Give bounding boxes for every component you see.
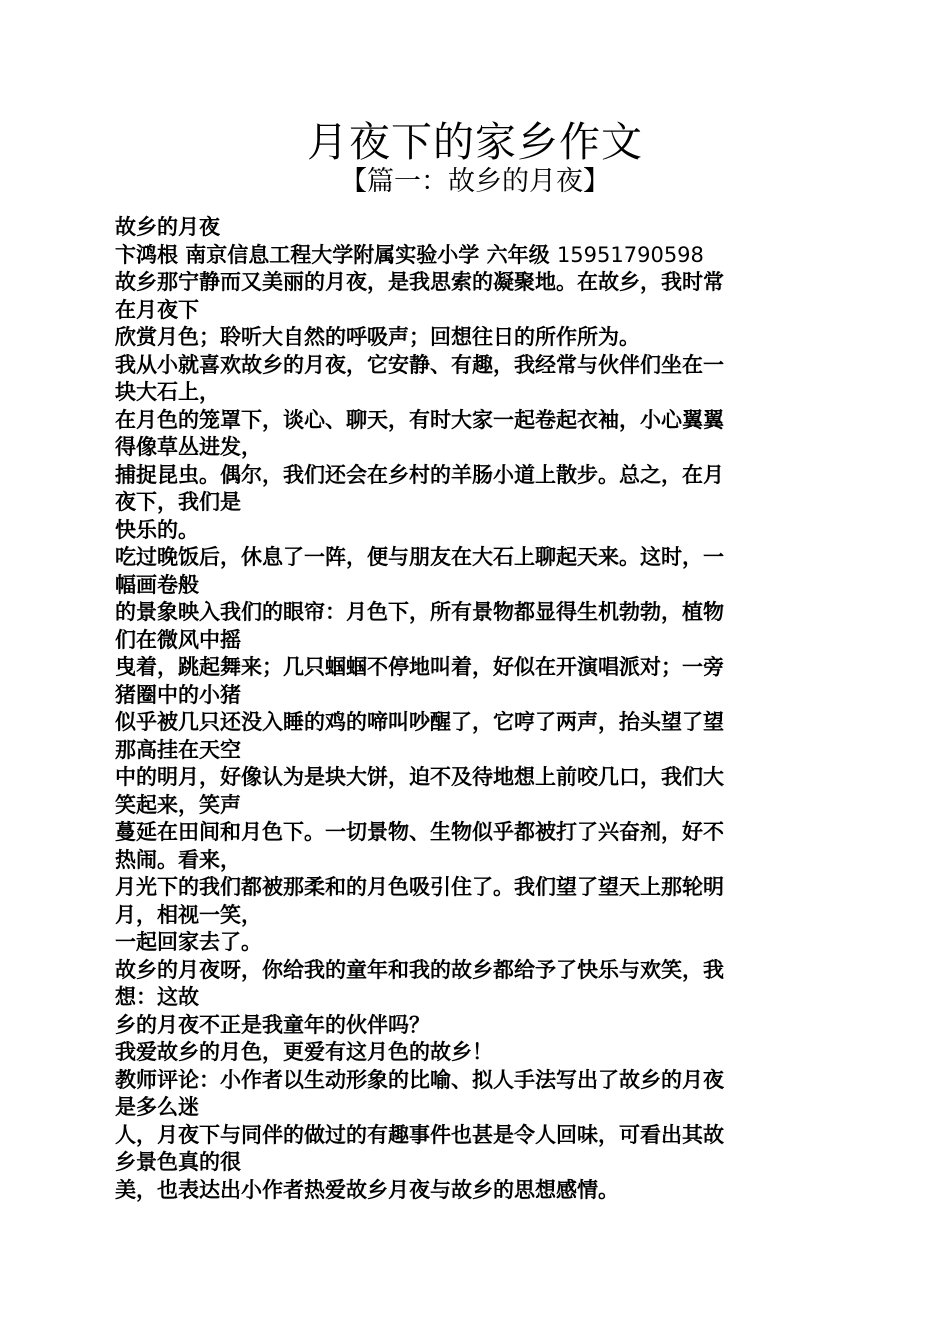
essay-body (115, 214, 830, 1204)
text-line: 笑起来，笑声 (115, 792, 241, 817)
essay-title: 故乡的月夜 (115, 215, 220, 239)
author-name: 卞鸿根 南京信息工程大学附属实验小学 六年级 (115, 242, 557, 267)
text-line: 蔓延在田间和月色下。一切景物、生物似乎都被打了兴奋剂，好不 (115, 820, 724, 844)
text-line: 我爱故乡的月色，更爱有这月色的故乡！ (115, 1040, 493, 1064)
text-line: 一起回家去了。 (115, 930, 262, 954)
text-line: 热闹。看来， (115, 847, 241, 872)
text-line: 乡的月夜不正是我童年的伙伴吗？ (115, 1012, 430, 1037)
text-line: 那高挂在天空 (115, 737, 241, 762)
text-line: 美，也表达出小作者热爱故乡月夜与故乡的思想感情。 (115, 1177, 619, 1202)
text-line: 捕捉昆虫。偶尔，我们还会在乡村的羊肠小道上散步。总之，在月 (115, 462, 724, 487)
text-line: 的景象映入我们的眼帘：月色下，所有景物都显得生机勃勃，植物 (115, 600, 724, 624)
text-line: 吃过晚饭后，休息了一阵，便与朋友在大石上聊起天来。这时，一 (115, 545, 724, 569)
text-line: 夜下，我们是 (115, 490, 241, 514)
text-line: 们在微风中摇 (115, 627, 241, 652)
text-line: 月，相视一笑， (115, 902, 262, 927)
text-line: 在月色的笼罩下，谈心、聊天，有时大家一起卷起衣袖，小心翼翼 (115, 407, 724, 432)
text-line: 人，月夜下与同伴的做过的有趣事件也甚是令人回味，可看出其故 (115, 1122, 724, 1147)
text-line: 我从小就喜欢故乡的月夜，它安静、有趣，我经常与伙伴们坐在一 (115, 352, 724, 377)
text-line: 得像草丛进发， (115, 435, 262, 459)
text-line: 教师评论：小作者以生动形象的比喻、拟人手法写出了故乡的月夜 (115, 1067, 724, 1092)
text-line: 似乎被几只还没入睡的鸡的啼叫吵醒了，它哼了两声，抬头望了望 (115, 710, 724, 734)
text-line: 曳着，跳起舞来；几只蝈蝈不停地叫着，好似在开演唱派对；一旁 (115, 655, 724, 679)
section-heading: 【篇一：故乡的月夜】 (340, 166, 610, 197)
text-line: 是多么迷 (115, 1095, 199, 1119)
text-line: 乡景色真的很 (115, 1150, 241, 1174)
text-line: 猪圈中的小猪 (115, 682, 241, 707)
text-line: 块大石上， (115, 380, 220, 404)
text-line: 幅画卷般 (115, 572, 199, 597)
text-line: 在月夜下 (115, 297, 199, 322)
author-line (115, 242, 830, 270)
text-line: 欣赏月色；聆听大自然的呼吸声；回想往日的所作所为。 (115, 325, 640, 349)
text-line: 故乡那宁静而又美丽的月夜，是我思索的凝聚地。在故乡，我时常 (115, 270, 724, 294)
text-line: 故乡的月夜呀，你给我的童年和我的故乡都给予了快乐与欢笑，我 (115, 957, 724, 982)
text-line: 想：这故 (115, 985, 199, 1009)
text-line: 中的明月，好像认为是块大饼，迫不及待地想上前咬几口，我们大 (115, 765, 724, 789)
text-line: 快乐的。 (115, 517, 199, 542)
page-title: 月夜下的家乡作文 (307, 118, 643, 166)
phone-number: 15951790598 (556, 242, 704, 267)
text-line: 月光下的我们都被那柔和的月色吸引住了。我们望了望天上那轮明 (115, 875, 724, 899)
